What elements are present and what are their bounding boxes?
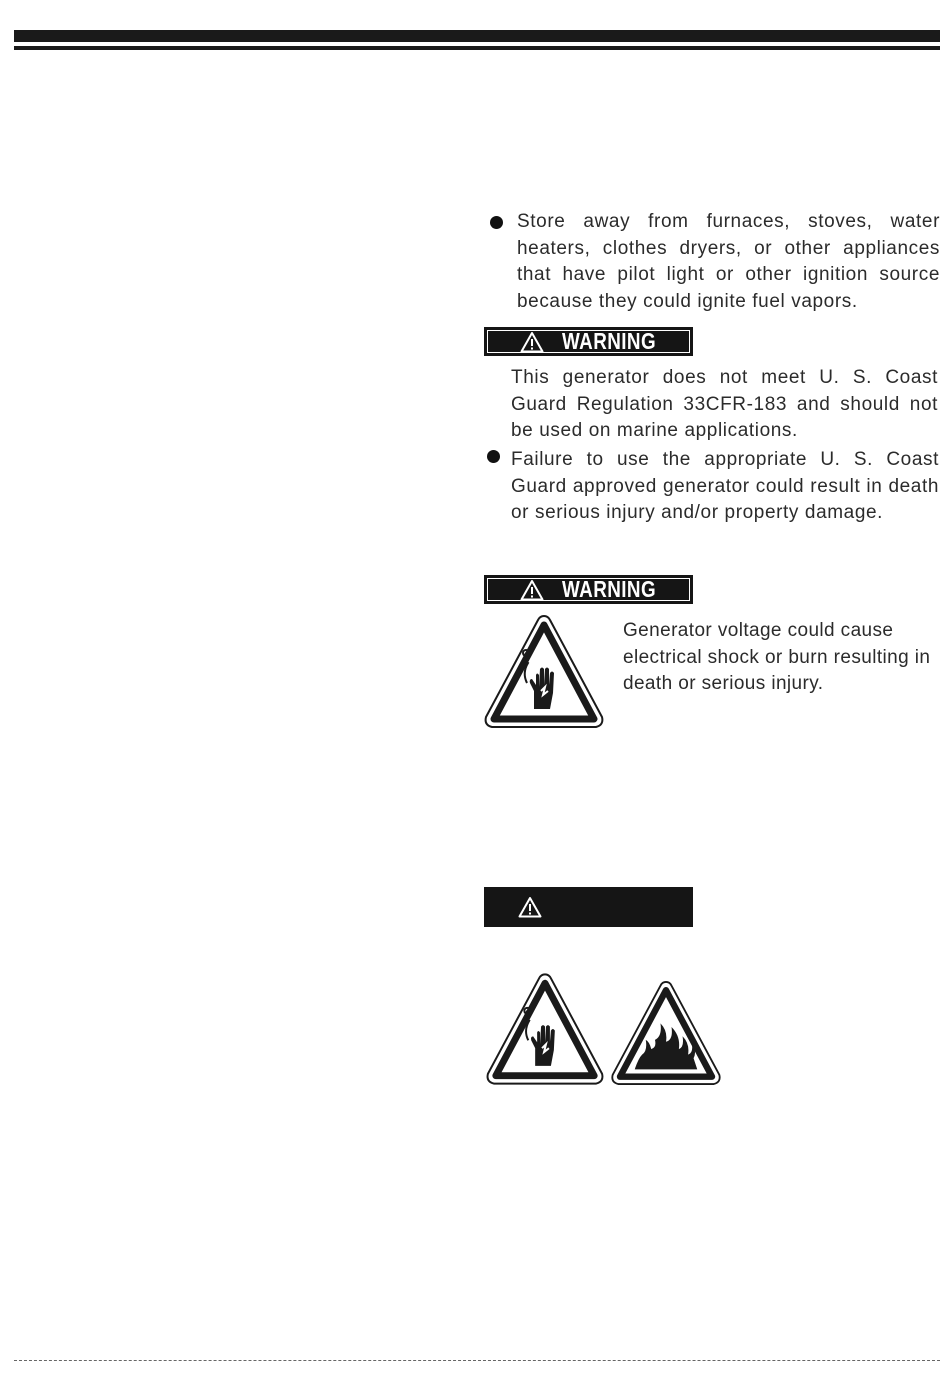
header-rule-thin bbox=[14, 46, 940, 50]
header-rule-thick bbox=[14, 30, 940, 42]
fire-hazard-icon bbox=[609, 978, 723, 1088]
shock-warning-text: Generator voltage could cause electrical shock or burn resulting in death or serious injury. bbox=[623, 620, 931, 694]
warning-banner-label: WARNING bbox=[562, 328, 657, 354]
warning-triangle-icon bbox=[520, 579, 544, 601]
footer-rule bbox=[14, 1360, 940, 1361]
caution-banner bbox=[484, 887, 693, 927]
warning-banner-shock bbox=[484, 575, 693, 604]
storage-bullet-text: Store away from furnaces, stoves, water heaters, clothes dryers, or other appliances that have pilot light or other ignition source because they could ignite fuel vapors. bbox=[517, 211, 940, 312]
marine-warning-text: This generator does not meet U. S. Coast Guard Regulation 33CFR-183 and should not be used on marine applications. bbox=[511, 367, 938, 441]
warning-banner-marine bbox=[484, 327, 693, 356]
warning-triangle-icon bbox=[520, 331, 544, 353]
marine-warning-bullet-text: Failure to use the appropriate U. S. Coast Guard approved generator could result in death or serious injury and/or property damage. bbox=[511, 449, 939, 523]
bullet-dot-icon bbox=[490, 216, 503, 229]
warning-banner-label: WARNING bbox=[562, 576, 657, 602]
electrical-shock-hazard-icon bbox=[484, 970, 606, 1088]
bullet-dot-icon bbox=[487, 450, 500, 463]
electrical-shock-hazard-icon bbox=[482, 613, 606, 730]
warning-triangle-icon bbox=[518, 896, 542, 918]
